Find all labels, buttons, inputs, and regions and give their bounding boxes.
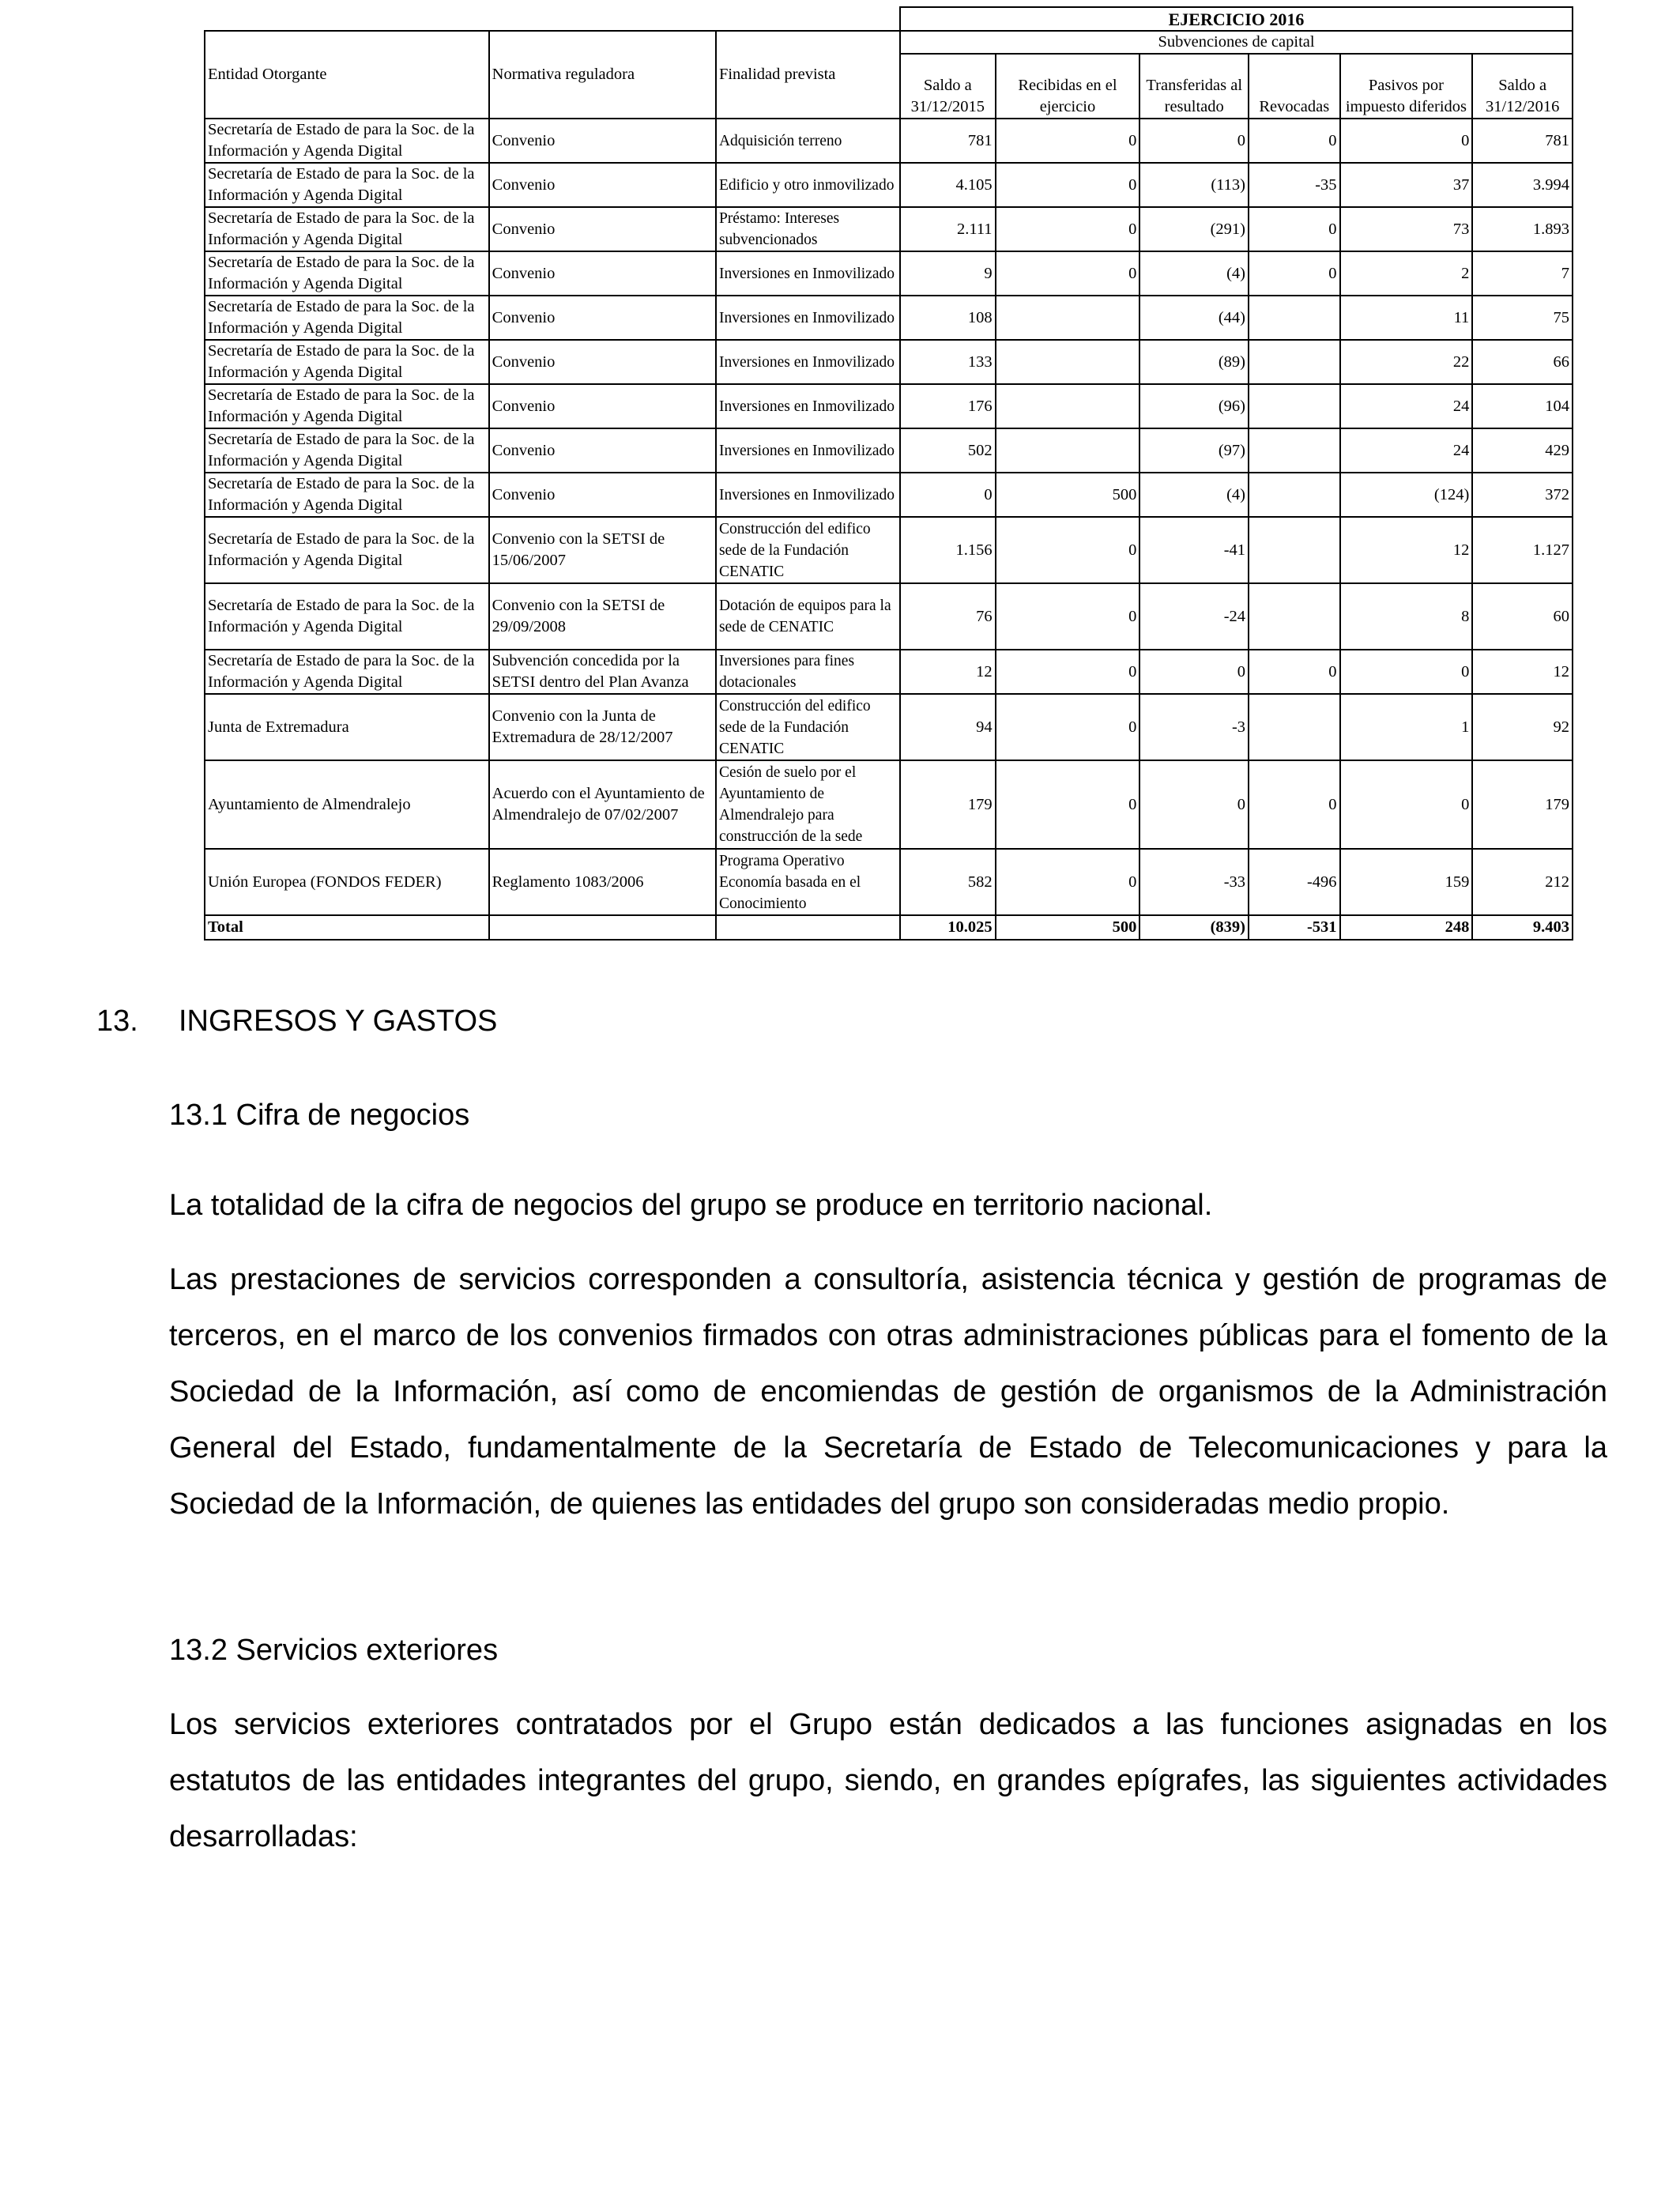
cell-recibidas: 500 xyxy=(996,473,1140,517)
subheader-subvenciones: Subvenciones de capital xyxy=(900,31,1573,54)
cell-revocadas: 0 xyxy=(1249,119,1340,163)
cell-finalidad: Edificio y otro inmovilizado xyxy=(716,163,900,207)
cell-finalidad: Inversiones en Inmovilizado xyxy=(716,473,900,517)
cell-recibidas: 0 xyxy=(996,694,1140,760)
cell-transferidas: 0 xyxy=(1139,119,1249,163)
cell-pasivos: (124) xyxy=(1340,473,1473,517)
cell-normativa: Convenio xyxy=(489,207,716,251)
cell-entidad: Secretaría de Estado de para la Soc. de la Información y Agenda Digital xyxy=(205,384,489,428)
cell-pasivos: 24 xyxy=(1340,428,1473,473)
total-transferidas: (839) xyxy=(1139,915,1249,940)
cell-pasivos: 73 xyxy=(1340,207,1473,251)
cell-pasivos: 11 xyxy=(1340,296,1473,340)
cell-normativa: Convenio xyxy=(489,384,716,428)
cell-transferidas: (113) xyxy=(1139,163,1249,207)
cell-pasivos: 8 xyxy=(1340,583,1473,650)
cell-finalidad: Inversiones para fines dotacionales xyxy=(716,650,900,694)
cell-saldo-fin: 212 xyxy=(1472,849,1573,915)
exercise-header: EJERCICIO 2016 xyxy=(900,7,1573,31)
cell-entidad: Secretaría de Estado de para la Soc. de la Información y Agenda Digital xyxy=(205,650,489,694)
cell-finalidad: Inversiones en Inmovilizado xyxy=(716,384,900,428)
cell-entidad: Secretaría de Estado de para la Soc. de la Información y Agenda Digital xyxy=(205,251,489,296)
cell-revocadas: 0 xyxy=(1249,650,1340,694)
cell-recibidas xyxy=(996,428,1140,473)
cell-entidad: Secretaría de Estado de para la Soc. de la Información y Agenda Digital xyxy=(205,207,489,251)
cell-saldo-fin: 372 xyxy=(1472,473,1573,517)
col-header-saldo-ini: Saldo a 31/12/2015 xyxy=(900,54,996,119)
cell-finalidad: Cesión de suelo por el Ayuntamiento de Almendralejo para construcción de la sede xyxy=(716,760,900,849)
col-header-transferidas: Transferidas al resultado xyxy=(1139,54,1249,119)
cell-transferidas: (89) xyxy=(1139,340,1249,384)
total-saldo-fin: 9.403 xyxy=(1472,915,1573,940)
cell-pasivos: 1 xyxy=(1340,694,1473,760)
cell-saldo-fin: 1.127 xyxy=(1472,517,1573,583)
col-header-entidad: Entidad Otorgante xyxy=(205,31,489,119)
table-row xyxy=(205,251,1573,296)
cell-recibidas: 0 xyxy=(996,251,1140,296)
cell-saldo-ini: 76 xyxy=(900,583,996,650)
cell-normativa: Convenio xyxy=(489,428,716,473)
cell-pasivos: 0 xyxy=(1340,650,1473,694)
cell-saldo-fin: 7 xyxy=(1472,251,1573,296)
table-row xyxy=(205,163,1573,207)
cell-saldo-ini: 0 xyxy=(900,473,996,517)
cell-transferidas: -3 xyxy=(1139,694,1249,760)
cell-saldo-fin: 781 xyxy=(1472,119,1573,163)
cell-finalidad: Inversiones en Inmovilizado xyxy=(716,428,900,473)
col-header-normativa: Normativa reguladora xyxy=(489,31,716,119)
cell-entidad: Secretaría de Estado de para la Soc. de la Información y Agenda Digital xyxy=(205,340,489,384)
cell-recibidas: 0 xyxy=(996,163,1140,207)
table-row xyxy=(205,694,1573,760)
cell-saldo-fin: 92 xyxy=(1472,694,1573,760)
cell-pasivos: 24 xyxy=(1340,384,1473,428)
cell-finalidad: Inversiones en Inmovilizado xyxy=(716,296,900,340)
cell-saldo-fin: 66 xyxy=(1472,340,1573,384)
cell-saldo-ini: 502 xyxy=(900,428,996,473)
cell-finalidad: Inversiones en Inmovilizado xyxy=(716,251,900,296)
cell-pasivos: 37 xyxy=(1340,163,1473,207)
cell-transferidas: (4) xyxy=(1139,473,1249,517)
cell-transferidas: (4) xyxy=(1139,251,1249,296)
cell-entidad: Ayuntamiento de Almendralejo xyxy=(205,760,489,849)
cell-pasivos: 0 xyxy=(1340,119,1473,163)
cell-normativa: Convenio xyxy=(489,251,716,296)
col-header-recibidas: Recibidas en el ejercicio xyxy=(996,54,1140,119)
cell-saldo-fin: 104 xyxy=(1472,384,1573,428)
col-header-saldo-fin: Saldo a 31/12/2016 xyxy=(1472,54,1573,119)
cell-entidad: Secretaría de Estado de para la Soc. de la Información y Agenda Digital xyxy=(205,428,489,473)
paragraph-13-1-b: Las prestaciones de servicios corresponden a consultoría, asistencia técnica y gestión de programas de terceros, en el marco de los convenios firmados con otras administraciones públicas para el fomento de la Sociedad de la Información, así como de encomiendas de gestión de organismos de la Administración General del Estado, fundamentalmente de la Secretaría de Estado de Telecomunicaciones y para la Sociedad de la Información, de quienes las entidades del grupo son consideradas medio propio. xyxy=(169,1263,1607,1521)
cell-saldo-ini: 781 xyxy=(900,119,996,163)
col-header-pasivos: Pasivos por impuesto diferidos xyxy=(1340,54,1473,119)
cell-saldo-ini: 133 xyxy=(900,340,996,384)
cell-recibidas xyxy=(996,384,1140,428)
cell-finalidad: Dotación de equipos para la sede de CENATIC xyxy=(716,583,900,650)
cell-entidad: Secretaría de Estado de para la Soc. de la Información y Agenda Digital xyxy=(205,296,489,340)
cell-saldo-fin: 75 xyxy=(1472,296,1573,340)
table-row xyxy=(205,583,1573,650)
cell-saldo-fin: 12 xyxy=(1472,650,1573,694)
subsidies-table xyxy=(204,6,1573,941)
cell-recibidas: 0 xyxy=(996,119,1140,163)
total-label: Total xyxy=(205,915,489,940)
table-body xyxy=(205,119,1573,915)
total-recibidas: 500 xyxy=(996,915,1140,940)
subsection-title-13-2: 13.2 Servicios exteriores xyxy=(169,1634,499,1667)
cell-recibidas: 0 xyxy=(996,650,1140,694)
cell-saldo-ini: 9 xyxy=(900,251,996,296)
cell-pasivos: 22 xyxy=(1340,340,1473,384)
cell-saldo-fin: 1.893 xyxy=(1472,207,1573,251)
paragraph-13-1-a: La totalidad de la cifra de negocios del grupo se produce en territorio nacional. xyxy=(169,1189,1213,1222)
cell-saldo-fin: 179 xyxy=(1472,760,1573,849)
cell-normativa: Convenio xyxy=(489,296,716,340)
cell-saldo-ini: 1.156 xyxy=(900,517,996,583)
cell-recibidas: 0 xyxy=(996,760,1140,849)
cell-transferidas: (44) xyxy=(1139,296,1249,340)
cell-normativa: Convenio xyxy=(489,163,716,207)
cell-recibidas: 0 xyxy=(996,849,1140,915)
cell-finalidad: Construcción del edifico sede de la Fundación CENATIC xyxy=(716,694,900,760)
cell-revocadas xyxy=(1249,384,1340,428)
cell-saldo-ini: 4.105 xyxy=(900,163,996,207)
cell-normativa: Convenio xyxy=(489,340,716,384)
cell-normativa: Reglamento 1083/2006 xyxy=(489,849,716,915)
cell-finalidad: Programa Operativo Economía basada en el Conocimiento xyxy=(716,849,900,915)
table-row xyxy=(205,650,1573,694)
cell-revocadas: 0 xyxy=(1249,207,1340,251)
total-pasivos: 248 xyxy=(1340,915,1473,940)
cell-entidad: Secretaría de Estado de para la Soc. de la Información y Agenda Digital xyxy=(205,163,489,207)
cell-saldo-ini: 179 xyxy=(900,760,996,849)
cell-entidad: Secretaría de Estado de para la Soc. de la Información y Agenda Digital xyxy=(205,473,489,517)
cell-revocadas xyxy=(1249,583,1340,650)
table-row xyxy=(205,517,1573,583)
cell-saldo-ini: 108 xyxy=(900,296,996,340)
section-title: INGRESOS Y GASTOS xyxy=(179,1005,498,1038)
cell-recibidas xyxy=(996,296,1140,340)
table-row xyxy=(205,340,1573,384)
paragraph-13-2-a: Los servicios exteriores contratados por el Grupo están dedicados a las funciones asignadas en los estatutos de las entidades integrantes del grupo, siendo, en grandes epígrafes, las siguientes actividades desarrolladas: xyxy=(169,1708,1607,1853)
cell-saldo-ini: 12 xyxy=(900,650,996,694)
total-saldo-ini: 10.025 xyxy=(900,915,996,940)
cell-finalidad: Préstamo: Intereses subvencionados xyxy=(716,207,900,251)
cell-normativa: Convenio xyxy=(489,473,716,517)
cell-revocadas xyxy=(1249,340,1340,384)
cell-recibidas xyxy=(996,340,1140,384)
cell-transferidas: 0 xyxy=(1139,650,1249,694)
subsection-title-13-1: 13.1 Cifra de negocios xyxy=(169,1099,470,1132)
col-header-finalidad: Finalidad prevista xyxy=(716,31,900,119)
table-row xyxy=(205,296,1573,340)
cell-entidad: Secretaría de Estado de para la Soc. de la Información y Agenda Digital xyxy=(205,517,489,583)
cell-recibidas: 0 xyxy=(996,517,1140,583)
cell-transferidas: (96) xyxy=(1139,384,1249,428)
cell-revocadas xyxy=(1249,428,1340,473)
cell-revocadas xyxy=(1249,473,1340,517)
cell-normativa: Acuerdo con el Ayuntamiento de Almendralejo de 07/02/2007 xyxy=(489,760,716,849)
cell-saldo-ini: 582 xyxy=(900,849,996,915)
cell-normativa: Convenio con la Junta de Extremadura de 28/12/2007 xyxy=(489,694,716,760)
cell-pasivos: 0 xyxy=(1340,760,1473,849)
cell-saldo-ini: 176 xyxy=(900,384,996,428)
cell-transferidas: (97) xyxy=(1139,428,1249,473)
cell-transferidas: (291) xyxy=(1139,207,1249,251)
cell-saldo-fin: 429 xyxy=(1472,428,1573,473)
cell-normativa: Convenio con la SETSI de 15/06/2007 xyxy=(489,517,716,583)
cell-revocadas xyxy=(1249,694,1340,760)
cell-entidad: Unión Europea (FONDOS FEDER) xyxy=(205,849,489,915)
table-row xyxy=(205,384,1573,428)
cell-saldo-ini: 94 xyxy=(900,694,996,760)
cell-normativa: Subvención concedida por la SETSI dentro del Plan Avanza xyxy=(489,650,716,694)
cell-transferidas: -41 xyxy=(1139,517,1249,583)
table-row xyxy=(205,849,1573,915)
table-row xyxy=(205,473,1573,517)
table-row xyxy=(205,207,1573,251)
table-row xyxy=(205,119,1573,163)
cell-finalidad: Adquisición terreno xyxy=(716,119,900,163)
cell-entidad: Secretaría de Estado de para la Soc. de la Información y Agenda Digital xyxy=(205,119,489,163)
cell-normativa: Convenio con la SETSI de 29/09/2008 xyxy=(489,583,716,650)
section-number: 13. xyxy=(96,1005,138,1038)
cell-saldo-fin: 3.994 xyxy=(1472,163,1573,207)
table-row xyxy=(205,428,1573,473)
cell-finalidad: Inversiones en Inmovilizado xyxy=(716,340,900,384)
cell-revocadas xyxy=(1249,517,1340,583)
cell-finalidad: Construcción del edifico sede de la Fundación CENATIC xyxy=(716,517,900,583)
cell-entidad: Junta de Extremadura xyxy=(205,694,489,760)
cell-entidad: Secretaría de Estado de para la Soc. de la Información y Agenda Digital xyxy=(205,583,489,650)
cell-revocadas: -496 xyxy=(1249,849,1340,915)
cell-revocadas xyxy=(1249,296,1340,340)
cell-transferidas: -24 xyxy=(1139,583,1249,650)
table-row xyxy=(205,760,1573,849)
cell-pasivos: 2 xyxy=(1340,251,1473,296)
cell-saldo-fin: 60 xyxy=(1472,583,1573,650)
cell-pasivos: 159 xyxy=(1340,849,1473,915)
cell-recibidas: 0 xyxy=(996,207,1140,251)
cell-revocadas: 0 xyxy=(1249,760,1340,849)
cell-saldo-ini: 2.111 xyxy=(900,207,996,251)
cell-recibidas: 0 xyxy=(996,583,1140,650)
cell-revocadas: -35 xyxy=(1249,163,1340,207)
cell-revocadas: 0 xyxy=(1249,251,1340,296)
cell-normativa: Convenio xyxy=(489,119,716,163)
total-revocadas: -531 xyxy=(1249,915,1340,940)
cell-pasivos: 12 xyxy=(1340,517,1473,583)
cell-transferidas: 0 xyxy=(1139,760,1249,849)
col-header-revocadas: Revocadas xyxy=(1249,54,1340,119)
cell-transferidas: -33 xyxy=(1139,849,1249,915)
total-row xyxy=(205,915,1573,940)
